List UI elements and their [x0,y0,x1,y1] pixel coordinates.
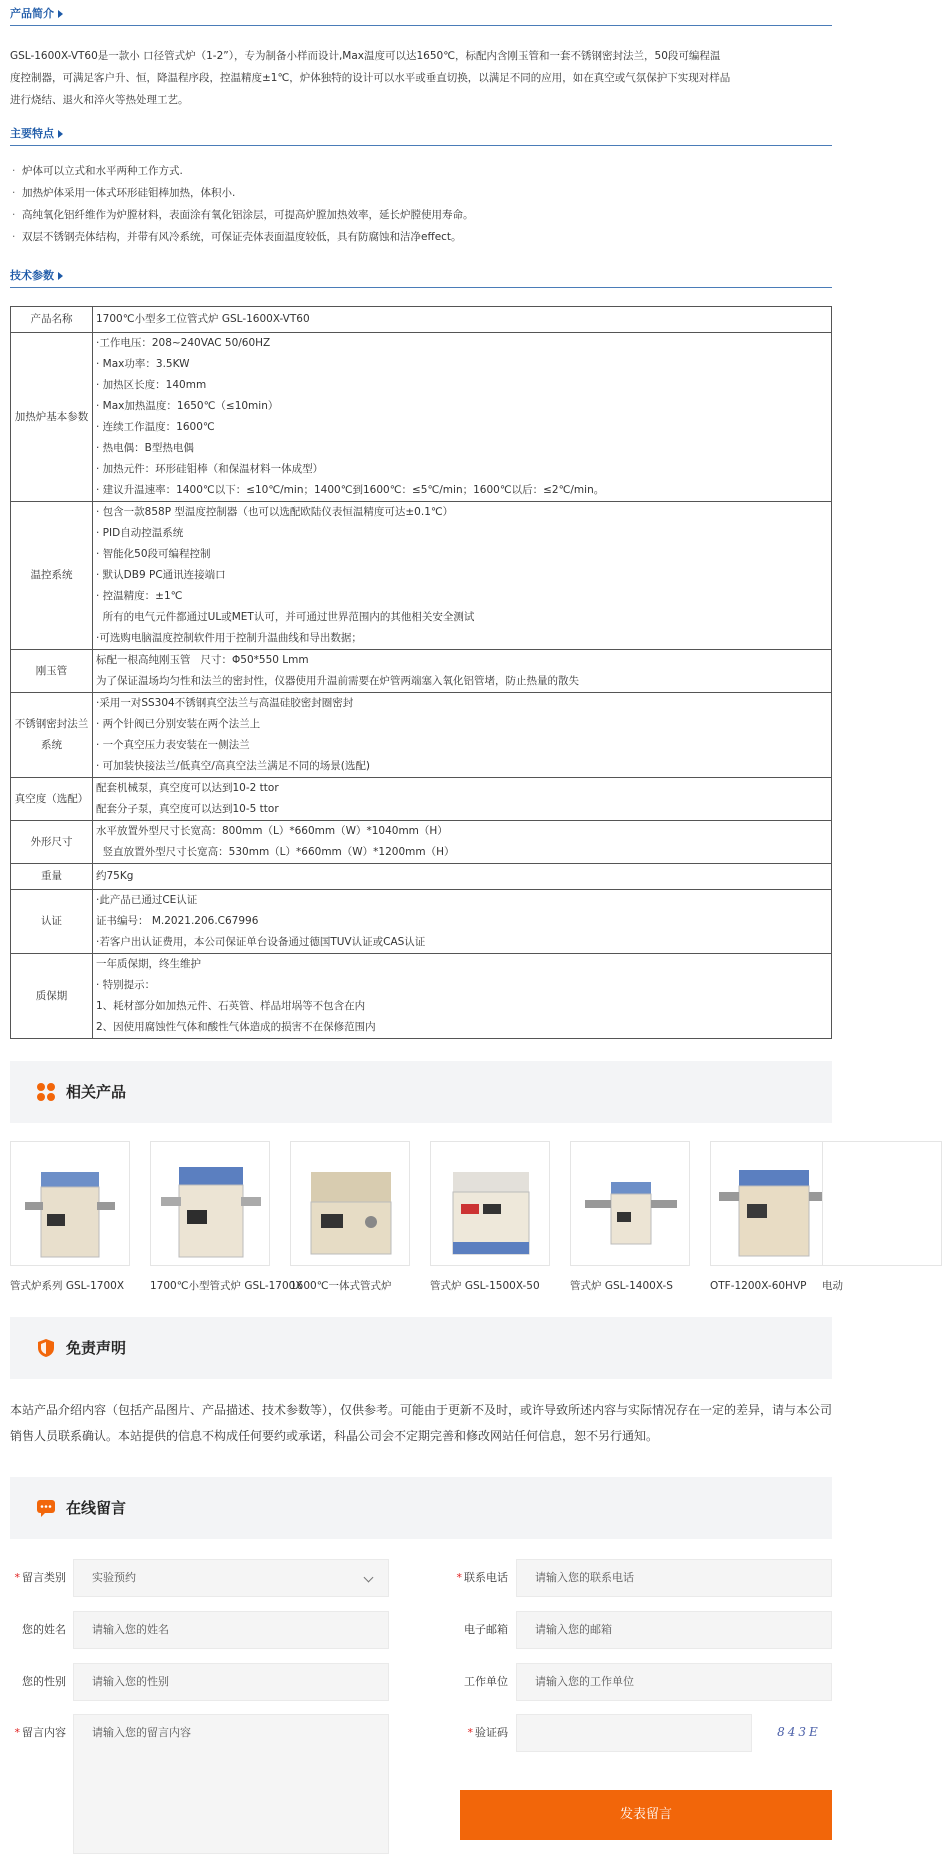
product-name[interactable]: 管式炉系列 GSL-1700X [10,1280,125,1292]
spec-value: ·采用一对SS304不锈钢真空法兰与高温硅胶密封圈密封 · 两个针阀已分别安装在两个法兰上 · 一个真空压力表安装在一侧法兰 · 可加装快接法兰/低真空/高真空法兰满足不同的场景(选配) [93,693,832,778]
chat-icon [36,1498,56,1518]
triangle-icon [58,10,63,18]
message-label: * 留言内容 [14,1726,66,1739]
table-row [11,307,832,333]
triangle-icon [58,272,63,280]
gender-label: 您的性别 [22,1675,66,1688]
spec-value: 一年质保期，终生维护 · 特别提示： 1、耗材部分如加热元件、石英管、样品坩埚等不包含在内 2、因使用腐蚀性气体和酸性气体造成的损害不在保修范围内 [93,954,832,1039]
table-row [11,333,832,502]
product-card[interactable] [822,1141,942,1294]
features-list [10,160,832,248]
intro-line: GSL-1600X-VT60是一款小 口径管式炉（1-2”），专为制备小样而设计,Max温度可以达1650℃，标配内含刚玉管和一套不锈钢密封法兰，50段可编程温 [10,50,721,62]
section-header-features [10,124,832,146]
type-select-value: 实验预约 [92,1571,136,1584]
disclaimer-title: 免责声明 [66,1339,127,1357]
intro-line: 进行烧结、退火和淬火等热处理工艺。 [10,94,189,106]
section-title-spec: 技术参数 [10,269,54,282]
feature-item: · 加热炉体采用一体式环形硅钼棒加热，体积小. [10,182,832,204]
phone-label: * 联系电话 [456,1571,508,1584]
table-row [11,650,832,693]
intro-line: 度控制器，可满足客户升、恒，降温程序段，控温精度±1℃，炉体独特的设计可以水平或垂直切换，以满足不同的应用，如在真空或气氛保护下实现对样品 [10,72,731,84]
spec-table [10,306,832,1039]
spec-key: 外形尺寸 [11,821,93,864]
company-label: 工作单位 [464,1675,508,1688]
grid-icon [36,1082,56,1102]
product-name[interactable]: 1700℃小型管式炉 GSL-1700X [150,1280,303,1292]
shield-icon [36,1338,56,1358]
section-title-intro: 产品简介 [10,7,54,20]
section-header-spec [10,266,832,288]
triangle-icon [58,130,63,138]
table-row [11,890,832,954]
message-textarea[interactable]: 请输入您的留言内容 [73,1714,389,1854]
message-title: 在线留言 [66,1499,127,1517]
captcha-label: * 验证码 [467,1726,508,1739]
spec-value: · 包含一款858P 型温度控制器（也可以选配欧陆仪表恒温精度可达±0.1℃） · PID自动控温系统 · 智能化50段可编程控制 · 默认DB9 PC通讯连接端口 · 控温精度：±1℃ 所有的电气元件都通过UL或MET认可，并可通过世界范围内的其他相关安全测试 ·可选购电脑温度控制软件用于控制升温曲线和导出数据； [93,502,832,650]
gender-input[interactable]: 请输入您的性别 [73,1663,389,1701]
spec-value: 标配一根高纯刚玉管 尺寸：Φ50*550 Lmm 为了保证温场均匀性和法兰的密封性，仪器使用升温前需要在炉管两端塞入氧化铝管堵，防止热量的散失 [93,650,832,693]
table-row [11,821,832,864]
spec-key: 刚玉管 [11,650,93,693]
spec-key: 真空度（选配） [11,778,93,821]
spec-value: 约75Kg [93,864,832,890]
product-image[interactable] [570,1141,690,1266]
disclaimer-text: 本站产品介绍内容（包括产品图片、产品描述、技术参数等），仅供参考。可能由于更新不及时，或许导致所述内容与实际情况存在一定的差异，请与本公司销售人员联系确认。本站提供的信息不构成任何要约或承诺，科晶公司会不定期完善和修改网站任何信息，恕不另行通知。 [10,1403,833,1443]
table-row [11,693,832,778]
chevron-down-icon [364,1573,374,1583]
spec-key: 温控系统 [11,502,93,650]
captcha-image[interactable]: 843E [777,1725,821,1739]
product-name[interactable]: 电动 [822,1280,843,1292]
product-image[interactable] [430,1141,550,1266]
product-card[interactable] [570,1141,690,1294]
product-name[interactable]: 1600℃一体式管式炉 [290,1280,392,1292]
message-header [10,1477,832,1539]
name-input[interactable]: 请输入您的姓名 [73,1611,389,1649]
type-select[interactable] [73,1559,389,1597]
product-name[interactable]: OTF-1200X-60HVP [710,1280,807,1292]
intro-text [10,45,832,111]
product-image[interactable] [290,1141,410,1266]
phone-input[interactable]: 请输入您的联系电话 [516,1559,832,1597]
spec-key: 认证 [11,890,93,954]
type-label: * 留言类别 [14,1571,66,1584]
product-name[interactable]: 管式炉 GSL-1400X-S [570,1280,673,1292]
spec-value: 水平放置外型尺寸长宽高：800mm（L）*660mm（W）*1040mm（H） 竖直放置外型尺寸长宽高：530mm（L）*660mm（W）*1200mm（H） [93,821,832,864]
spec-key: 产品名称 [11,307,93,333]
feature-item: · 高纯氧化铝纤维作为炉膛材料，表面涂有氧化铝涂层，可提高炉膛加热效率，延长炉膛使用寿命。 [10,204,832,226]
captcha-input[interactable] [516,1714,752,1752]
spec-key: 不锈钢密封法兰系统 [11,693,93,778]
product-image[interactable] [150,1141,270,1266]
section-title-features: 主要特点 [10,127,54,140]
feature-item: · 炉体可以立式和水平两种工作方式. [10,160,832,182]
disclaimer-header [10,1317,832,1379]
section-header-intro [10,4,832,26]
table-row [11,954,832,1039]
table-row [11,778,832,821]
spec-key: 质保期 [11,954,93,1039]
email-label: 电子邮箱 [464,1623,508,1636]
spec-value: 1700℃小型多工位管式炉 GSL-1600X-VT60 [93,307,832,333]
company-input[interactable]: 请输入您的工作单位 [516,1663,832,1701]
product-card[interactable] [290,1141,410,1294]
product-name[interactable]: 管式炉 GSL-1500X-50 [430,1280,540,1292]
product-card[interactable] [430,1141,550,1294]
spec-value: 配套机械泵，真空度可以达到10-2 ttor 配套分子泵，真空度可以达到10-5 ttor [93,778,832,821]
product-image[interactable] [710,1141,830,1266]
related-products-header [10,1061,832,1123]
product-card[interactable] [710,1141,830,1294]
related-products-list [10,1141,843,1301]
table-row [11,502,832,650]
spec-value: ·工作电压：208~240VAC 50/60HZ · Max功率：3.5KW · 加热区长度：140mm · Max加热温度：1650℃（≤10min） · 连续工作温度：1600℃ · 热电偶：B型热电偶 · 加热元件：环形硅钼棒（和保温材料一体成型） · 建议升温速率：1400℃以下：≤10℃/min；1400℃到1600℃：≤5℃/min；1600℃以后：≤2℃/min。 [93,333,832,502]
product-card[interactable] [150,1141,303,1294]
submit-button[interactable]: 发表留言 [460,1790,832,1840]
product-image[interactable] [822,1141,942,1266]
related-products-title: 相关产品 [66,1083,127,1101]
product-image[interactable] [10,1141,130,1266]
product-card[interactable] [10,1141,130,1294]
email-input[interactable]: 请输入您的邮箱 [516,1611,832,1649]
feature-item: · 双层不锈钢壳体结构，并带有风冷系统，可保证壳体表面温度较低，具有防腐蚀和洁净effect。 [10,226,832,248]
spec-key: 重量 [11,864,93,890]
spec-value: ·此产品已通过CE认证 证书编号： M.2021.206.C67996 ·若客户出认证费用，本公司保证单台设备通过德国TUV认证或CAS认证 [93,890,832,954]
spec-key: 加热炉基本参数 [11,333,93,502]
name-label: 您的姓名 [22,1623,66,1636]
table-row [11,864,832,890]
